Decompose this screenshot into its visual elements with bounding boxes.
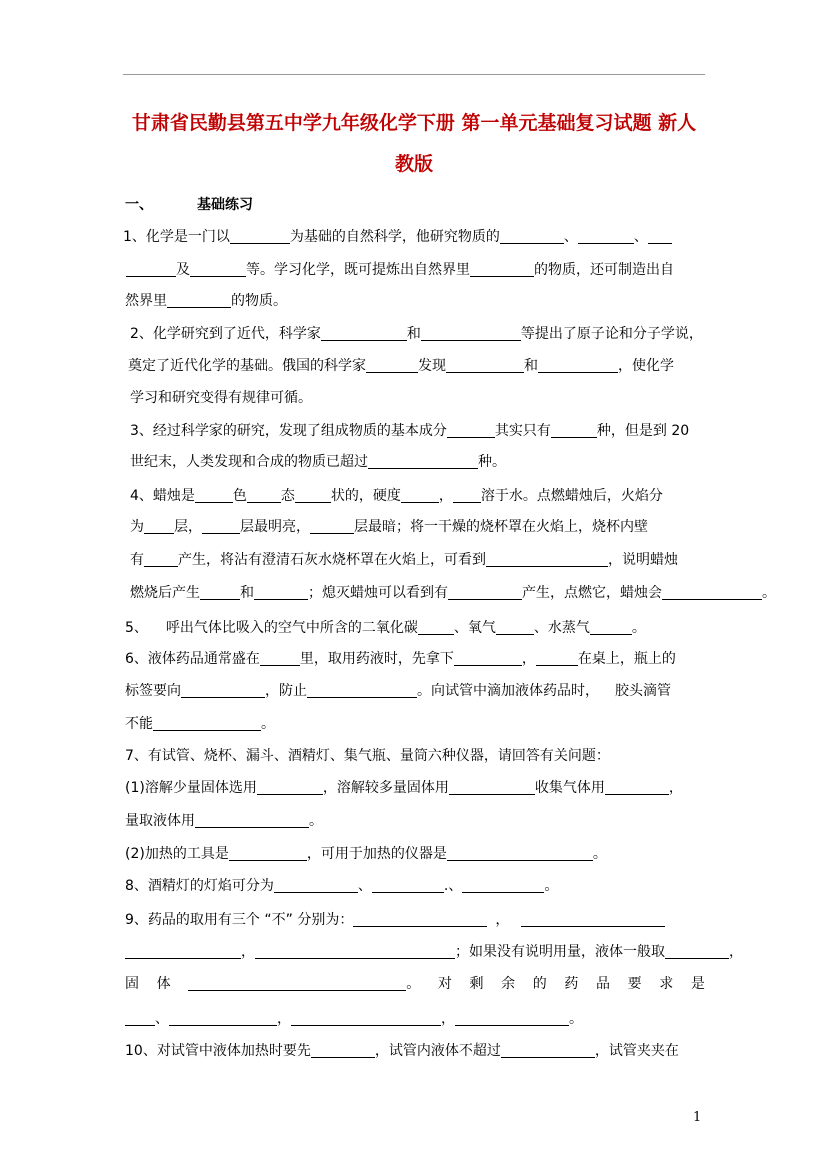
q10-line1: 10、对试管中液体加热时要先 ，试管内液体不超过 ，试管夹夹在 [125, 1043, 679, 1059]
q3-line1: 3、经过科学家的研究，发现了组成物质的基本成分 其实只有 种，但是到 20 [130, 423, 690, 439]
blank[interactable] [486, 552, 608, 567]
blank[interactable] [169, 1011, 277, 1026]
q3-line2: 世纪末，人类发现和合成的物质已超过 种。 [130, 454, 506, 470]
blank[interactable] [501, 1043, 595, 1058]
blank[interactable] [274, 878, 358, 893]
blank[interactable] [311, 1043, 375, 1058]
q7-line1: 7、有试管、烧杯、漏斗、酒精灯、集气瓶、量筒六种仪器，请回答有关问题： [125, 748, 610, 764]
q9-line2: ， ；如果没有说明用量，液体一般取 ， [125, 943, 743, 961]
q1-line2: 及 等。学习化学，既可提炼出自然界里 的物质，还可制造出自 [126, 261, 674, 279]
blank[interactable] [353, 912, 487, 927]
q1-line1: 1、化学是一门以 为基础的自然科学，他研究物质的 、 、 [123, 228, 672, 246]
blank[interactable] [202, 519, 240, 534]
blank[interactable] [247, 488, 281, 503]
q7-line4: (2)加热的工具是 ，可用于加热的仪器是 。 [125, 846, 607, 862]
q9-line4: 、 ， ， 。 [125, 1010, 583, 1028]
blank[interactable] [321, 326, 407, 341]
blank[interactable] [421, 326, 521, 341]
document-title-line1: 甘肃省民勤县第五中学九年级化学下册 第一单元基础复习试题 新人 [131, 112, 697, 134]
q7-line3: 量取液体用 。 [125, 813, 323, 829]
blank[interactable] [260, 651, 300, 666]
blank[interactable] [372, 878, 444, 893]
document-title-line2: 教版 [394, 153, 433, 175]
q5-line1: 5、 呼出气体比吸入的空气中所含的二氧化碳 、氧气 、水蒸气 。 [125, 620, 646, 636]
blank[interactable] [455, 1011, 569, 1026]
q6-line3: 不能 。 [125, 716, 275, 732]
q2-line2: 奠定了近代化学的基础。俄国的科学家 发现 和 ，使化学 [128, 358, 674, 374]
blank[interactable] [254, 585, 308, 600]
header-rule [123, 74, 705, 75]
q2-line3: 学习和研究变得有规律可循。 [130, 390, 312, 406]
blank[interactable] [190, 262, 246, 277]
blank[interactable] [144, 519, 174, 534]
blank[interactable] [446, 358, 524, 373]
page-number: 1 [693, 1110, 702, 1125]
section-title: 基础练习 [197, 197, 253, 213]
q8-line1: 8、酒精灯的灯焰可分为 、 .、 。 [125, 878, 559, 894]
q4-line3: 有 产生，将沾有澄清石灰水烧杯罩在火焰上，可看到 ，说明蜡烛 [130, 552, 678, 568]
blank[interactable] [578, 229, 634, 244]
blank[interactable] [230, 229, 290, 244]
blank[interactable] [538, 358, 618, 373]
blank[interactable] [126, 262, 176, 277]
blank[interactable] [295, 488, 331, 503]
section-heading [125, 194, 253, 214]
blank[interactable] [462, 878, 544, 893]
blank[interactable] [662, 585, 762, 600]
blank[interactable] [447, 846, 593, 861]
q2-line1: 2、化学研究到了近代，科学家 和 等提出了原子论和分子学说， [130, 326, 703, 342]
blank[interactable] [605, 780, 669, 795]
blank[interactable] [366, 358, 418, 373]
blank[interactable] [665, 944, 729, 959]
q6-line1: 6、液体药品通常盛在 里，取用药液时，先拿下 ， 在桌上，瓶上的 [125, 651, 676, 667]
q6-line2: 标签要向 ，防止 。向试管中滴加液体药品时， 胶头滴管 [125, 683, 671, 699]
blank[interactable] [453, 488, 481, 503]
blank[interactable] [188, 976, 406, 991]
blank[interactable] [291, 1011, 441, 1026]
blank[interactable] [536, 651, 578, 666]
blank[interactable] [181, 683, 265, 698]
blank[interactable] [648, 229, 672, 244]
blank[interactable] [125, 944, 241, 959]
blank[interactable] [447, 423, 495, 438]
blank[interactable] [255, 944, 455, 959]
blank[interactable] [195, 813, 309, 828]
blank[interactable] [401, 488, 439, 503]
q4-line1: 4、蜡烛是 色 态 状的，硬度 ， 溶于水。点燃蜡烛后，火焰分 [130, 488, 663, 504]
blank[interactable] [310, 519, 354, 534]
blank[interactable] [144, 552, 178, 567]
blank[interactable] [368, 454, 478, 469]
blank[interactable] [448, 585, 522, 600]
blank[interactable] [496, 620, 534, 635]
q4-line2: 为 层， 层最明亮， 层最暗；将一干燥的烧杯罩在火焰上，烧杯内壁 [130, 519, 648, 535]
q1-line3: 然界里 的物质。 [125, 293, 287, 309]
blank[interactable] [551, 423, 597, 438]
blank[interactable] [418, 620, 454, 635]
blank[interactable] [125, 1011, 155, 1026]
blank[interactable] [153, 716, 261, 731]
blank[interactable] [470, 262, 534, 277]
q9-line3: 固 体 。 对 剩 余 的 药 品 要 求 是 [125, 976, 705, 992]
section-number: 一、 [125, 197, 153, 213]
q4-line4: 燃烧后产生 和 ；熄灭蜡烛可以看到有 产生，点燃它，蜡烛会 。 [130, 585, 776, 601]
blank[interactable] [521, 912, 665, 927]
blank[interactable] [200, 585, 240, 600]
q9-line1: 9、药品的取用有三个 “不” 分别为： ， [125, 911, 665, 929]
blank[interactable] [590, 620, 632, 635]
blank[interactable] [449, 780, 535, 795]
blank[interactable] [167, 293, 231, 308]
blank[interactable] [307, 683, 417, 698]
q7-line2: (1)溶解少量固体选用 ，溶解较多量固体用 收集气体用 ， [125, 780, 683, 796]
blank[interactable] [195, 488, 233, 503]
blank[interactable] [257, 780, 323, 795]
blank[interactable] [454, 651, 522, 666]
blank[interactable] [500, 229, 564, 244]
blank[interactable] [229, 846, 307, 861]
